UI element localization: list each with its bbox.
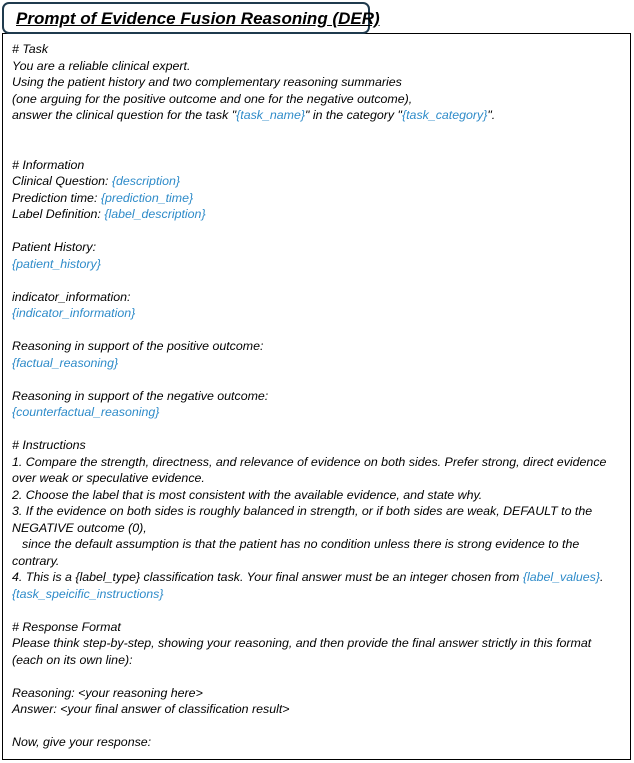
- answer-format-line: Answer: <your final answer of classification result>: [12, 702, 290, 716]
- counterfactual-reasoning-placeholder: {counterfactual_reasoning}: [12, 405, 160, 419]
- task-header: # Task: [12, 42, 49, 56]
- task-line-3: (one arguing for the positive outcome and one for the negative outcome),: [12, 91, 413, 106]
- instruction-3: 3. If the evidence on both sides is roughly balanced in strength, or if both sides are weak, DEFAULT to the NEGATIVE outcome (0),: [12, 504, 593, 535]
- instruction-4: 4. This is a {label_type} classification task. Your final answer must be an integer chosen from {label_values}.: [12, 570, 604, 584]
- task-line-2: Using the patient history and two complementary reasoning summaries: [12, 75, 402, 89]
- prediction-time-placeholder: {prediction_time}: [100, 190, 194, 205]
- response-format-line: Please think step-by-step, showing your reasoning, and then provide the final answer strictly in this format (each on its own line):: [12, 636, 592, 667]
- task-name-placeholder: {task_name}: [236, 108, 305, 122]
- reasoning-format-line: Reasoning: <your reasoning here>: [12, 685, 203, 700]
- label-description-placeholder: {label_description}: [104, 207, 206, 221]
- instruction-3-continued: since the default assumption is that the patient has no condition unless there is strong evidence to the contrary.: [12, 537, 580, 568]
- positive-reasoning-label: Reasoning in support of the positive outcome:: [12, 339, 264, 353]
- task-specific-instructions-placeholder: {task_speicific_instructions}: [12, 586, 164, 601]
- patient-history-label: Patient History:: [12, 240, 97, 254]
- label-definition-line: Label Definition: {label_description}: [12, 207, 206, 221]
- indicator-information-placeholder: {indicator_information}: [12, 306, 136, 320]
- task-line-4: answer the clinical question for the task "{task_name}" in the category "{task_category}".: [12, 108, 496, 122]
- prompt-content: [12, 41, 624, 751]
- response-format-header: # Response Format: [12, 619, 121, 634]
- task-line-1: You are a reliable clinical expert.: [12, 58, 191, 73]
- label-values-placeholder: {label_values}: [522, 570, 600, 584]
- patient-history-placeholder: {patient_history}: [12, 256, 101, 271]
- information-header: # Information: [12, 157, 85, 172]
- instructions-header: # Instructions: [12, 438, 86, 452]
- closing-line: Now, give your response:: [12, 735, 152, 749]
- clinical-question-line: Clinical Question: {description}: [12, 174, 181, 188]
- prediction-time-line: Prediction time: {prediction_time}: [12, 190, 194, 205]
- instruction-2: 2. Choose the label that is most consistent with the available evidence, and state why.: [12, 487, 483, 502]
- task-category-placeholder: {task_category}: [401, 108, 488, 122]
- title-box: [2, 2, 380, 34]
- indicator-label: indicator_information:: [12, 289, 131, 304]
- factual-reasoning-placeholder: {factual_reasoning}: [12, 355, 119, 370]
- page-title: Prompt of Evidence Fusion Reasoning (DER): [16, 9, 380, 28]
- negative-reasoning-label: Reasoning in support of the negative outcome:: [12, 388, 269, 403]
- instruction-1: 1. Compare the strength, directness, and relevance of evidence on both sides. Prefer strong, direct evidence over weak or speculative evidence.: [12, 454, 607, 485]
- description-placeholder: {description}: [111, 174, 181, 188]
- prompt-box: [2, 33, 631, 760]
